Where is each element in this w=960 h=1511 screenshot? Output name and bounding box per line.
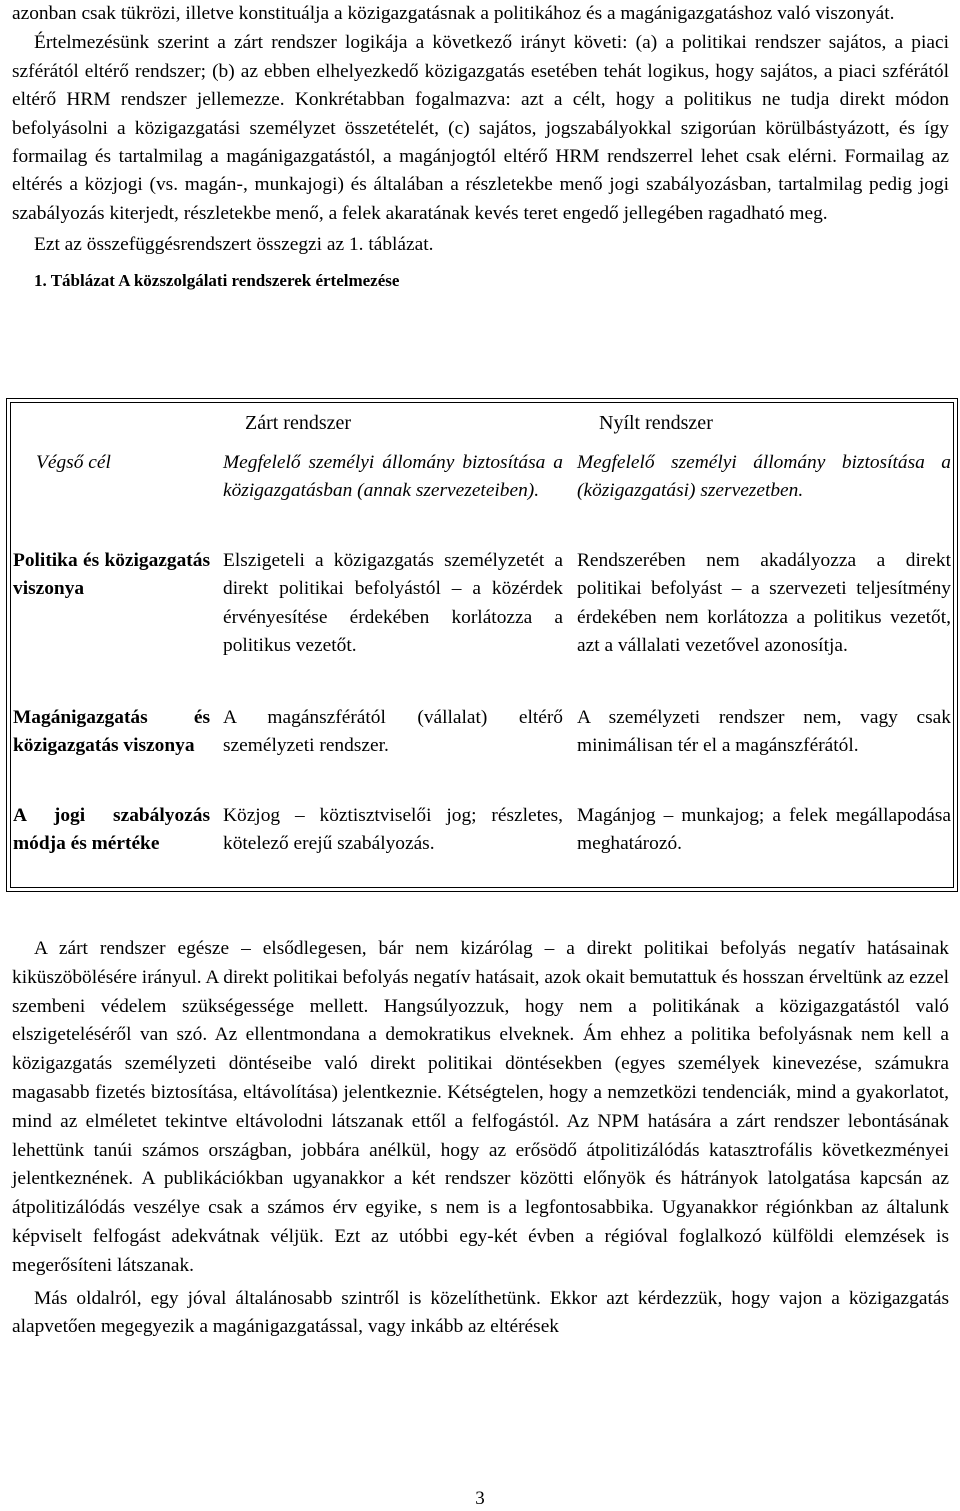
row-legal-regulation-closed: Közjog – köztisztviselői jog; részletes, kötelező erejű szabályozás. (223, 805, 563, 855)
body-after-table (12, 935, 949, 1342)
row-legal-regulation-open: Magánjog – munkajog; a felek megállapodása meghatározó. (577, 805, 951, 855)
row-final-goal-closed: Megfelelő személyi állomány biztosítása a közigazgatásban (annak szervezeteiben). (223, 452, 563, 502)
row-label-legal-regulation: A jogi szabályozás módja és mértéke (13, 805, 210, 855)
row-final-goal-open: Megfelelő személyi állomány biztosítása a (közigazgatási) szervezetben. (577, 452, 951, 502)
page-number: 3 (475, 1488, 485, 1509)
intro-paragraph-3: Ezt az összefüggésrendszert összegzi az 1. táblázat. (34, 234, 434, 256)
row-politics-administration-open: Rendszerében nem akadályozza a direkt politikai befolyást – a szervezeti teljesítmény érdekében nem korlátozza a politikus vezetőt, azt a vállalati vezetővel azonosítja. (577, 550, 951, 657)
row-label-final-goal: Végső cél (36, 452, 111, 473)
outro-paragraph-2: Más oldalról, egy jóval általánosabb szintről is közelíthetünk. Ekkor azt kérdezzük, hogy vajon a közigazgatás alapvetően megegyezik a magánigazgatással, vagy inkább az eltérések (12, 1287, 949, 1338)
row-label-politics-administration: Politika és közigazgatás viszonya (13, 550, 210, 600)
outro-paragraph-1: A zárt rendszer egésze – elsődlegesen, bár nem kizárólag – a direkt politikai befolyás negatív hatásainak kiküszöbölésére irányul. A direkt politikai befolyás negatív hatásait, azok okait bemutattuk és hosszan érveltünk az ezzel szembeni védelem szükségessége mellett. Hangsúlyozzuk, hogy nem a politikának a közigazgatástól való elszigeteléséről van szó. Az ellentmondana a demokratikus elveknek. Ám ehhez a politika befolyásnak nem kell a közigazgatás személyzeti döntéseibe való direkt politikai döntésekben (egyes személyek kinevezése, számukra magasabb fizetés biztosítása, eltávolítása) jelentkeznie. Kétségtelen, hogy a nemzetközi tendenciák, mind a gyakorlatot, mind az elméletet tekintve eltávolodni látszanak ettől a felfogástól. Az NPM hatására a zárt rendszer lebontásának lehettünk tanúi számos országban, jobbára anélkül, hogy az erősödő átpolitizálódás katasztrofális következményei jelentkeznének. A publikációkban ugyanakkor a két rendszer közötti előnyök és hátrányok latolgatása kapcsán az átpolitizálódás veszélye csak a számos érv egyike, s nem is a legfontosabbika. Ugyanakkor régiónkban az általunk képviselt felfogást adekvátnak véljük. Ezt az utóbbi egy-két évben a régióval foglalkozó külföldi elemzések is megerősíteni látszanak. (12, 938, 949, 1276)
intro-paragraph-2: Értelmezésünk szerint a zárt rendszer logikája a következő irányt követi: (a) a politikai rendszer sajátos, a piaci szférától eltérő rendszer; (b) az ebben elhelyezkedő közigazgatás esetében tehát logikus, hogy sajátos, a piaci szférától eltérő HRM rendszer jellemezze. Konkrétabban fogalmazva: azt a célt, hogy a politikus ne tudja direkt módon befolyásolni a közigazgatási személyzet összetételét, (c) sajátos, jogszabályokkal szigorúan körülbástyázott, és így formailag és tartalmilag a magánigazgatástól, a magánjogtól eltérő HRM rendszerrel lehet csak elérni. Formailag az eltérés a közjogi (vs. magán-, munkajogi) és általában a részletekbe menő jogi szabályozásban, tartalmilag pedig jogi szabályozás kiterjedt, részletekbe menő, a felek akaratának kevés teret engedő jellegében ragadható meg. (12, 32, 949, 224)
row-label-private-public-administration: Magánigazgatás és közigazgatás viszonya (13, 707, 210, 757)
header-open-system: Nyílt rendszer (599, 412, 713, 434)
header-closed-system: Zárt rendszer (245, 412, 352, 434)
row-politics-administration-closed: Elszigeteli a közigazgatás személyzetét a direkt politikai befolyástól – a közérdek érvényesítése érdekében korlátozza a politikus vezetőt. (223, 550, 563, 657)
table-caption: 1. Táblázat A közszolgálati rendszerek értelmezése (34, 270, 400, 290)
row-private-public-closed: A magánszférától (vállalat) eltérő személyzeti rendszer. (223, 707, 563, 757)
row-private-public-open: A személyzeti rendszer nem, vagy csak minimálisan tér el a magánszférától. (577, 707, 951, 757)
intro-paragraph-1: azonban csak tükrözi, illetve konstituálja a közigazgatásnak a politikához és a magánigazgatáshoz való viszonyát. (12, 3, 895, 24)
comparison-table (6, 398, 958, 892)
page-body (12, 0, 949, 292)
